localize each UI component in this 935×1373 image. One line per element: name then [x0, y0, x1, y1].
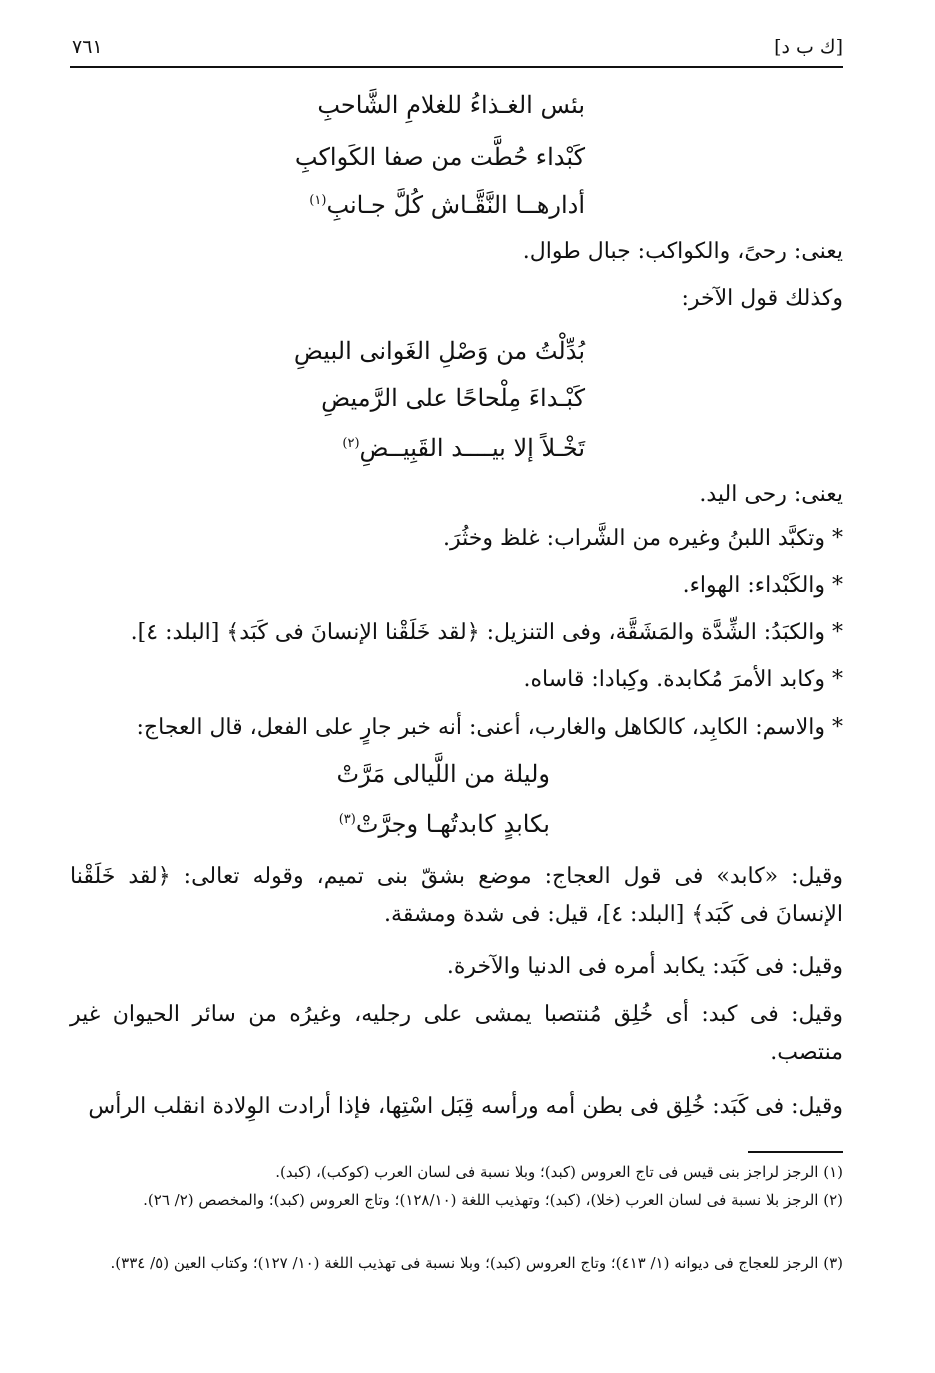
verse-line: كَبْداء حُطَّت من صفا الكَواكبِ	[294, 143, 585, 171]
footnote-ref: (٢)	[342, 436, 360, 451]
dictionary-entry: * والاسم: الكابِد، كالكاهل والغارب، أعنى: أنه خبر جارٍ على الفعل، قال العجاج:	[136, 715, 843, 740]
paragraph: وقيل: فى كبد: أى خُلِق مُنتصبا يمشى على رجليه، وغيرُه من سائر الحيوان غير منتصب.	[70, 1002, 843, 1065]
footnote-ref: (١)	[309, 193, 327, 208]
paragraph: يعنى: رحىً، والكواكب: جبال طوال.	[522, 239, 843, 264]
verse-line	[309, 182, 585, 224]
footnote: (١) الرجز لراجز بنى قيس فى تاج العروس (كبد)؛ وبلا نسبة فى لسان العرب (كوكب)، (كبد).	[275, 1163, 843, 1181]
verse-line: بئس الغـذاءُ للغلامِ الشَّاحبِ	[317, 91, 585, 119]
page-number: ٧٦١	[72, 36, 103, 58]
dictionary-entry: * وتكبَّد اللبنُ وغيره من الشَّراب: غلظ وخثُرَ.	[443, 526, 843, 551]
footnote: (٢) الرجز بلا نسبة فى لسان العرب (خلا)، (كبد)؛ وتهذيب اللغة (١٢٨/١٠)؛ وتاج العروس (كبد)؛ والمخصص (٢/ ٢٦).	[143, 1191, 843, 1209]
verse-line-text: أدارهــا النَّقَّـاش كُلَّ جـانبِ	[326, 191, 585, 219]
paragraph: يعنى: رحى اليد.	[699, 482, 843, 507]
header-divider	[70, 66, 843, 68]
root-tag: [ك ب د]	[774, 36, 843, 58]
paragraph: وقيل: فى كَبَد: خُلِق فى بطن أمه ورأسه قِبَل اسْتِها، فإذا أرادت الوِلادة انقلب الرأس	[88, 1094, 843, 1119]
footnote: (٣) الرجز للعجاج فى ديوانه (١/ ٤١٣)؛ وتاج العروس (كبد)؛ وبلا نسبة فى تهذيب اللغة (١٠/ ١٢٧)؛ وكتاب العين (٥/ ٣٣٤).	[110, 1254, 843, 1272]
verse-line: كَبْـداءَ مِلْحاحًا على الرَّميضِ	[321, 384, 585, 412]
verse-line-text: تَخْـلاً إلا بيــــد القَبِيــضِ	[359, 434, 585, 462]
verse-line	[342, 425, 585, 467]
verse-line	[339, 801, 550, 843]
dictionary-entry: * وكابد الأمرَ مُكابدة. وكِبادا: قاساه.	[523, 667, 843, 692]
dictionary-entry: * والكبَدُ: الشِّدَّة والمَشَقَّة، وفى التنزيل: ﴿لقد خَلَقْنا الإنسانَ فى كَبَد﴾ [البلد: ٤].	[130, 620, 843, 645]
dictionary-entry: * والكَبْداء: الهواء.	[682, 573, 843, 598]
verse-line: بُدِّلْتُ من وَصْلِ الغَوانى البيضِ	[293, 337, 585, 365]
paragraph: وقيل: «كابد» فى قول العجاج: موضع بشقّ بنى تميم، وقوله تعالى: ﴿لقد خَلَقْنا الإنسانَ فى كَبَد﴾ [البلد: ٤]، قيل: فى شدة ومشقة.	[70, 864, 843, 927]
footnote-ref: (٣)	[338, 812, 356, 827]
footnote-divider	[748, 1151, 843, 1153]
page-header	[70, 32, 843, 66]
verse-line-text: بكابدٍ كابدتُهـا وجرَّتْ	[355, 810, 550, 838]
paragraph: وكذلك قول الآخر:	[681, 286, 843, 311]
paragraph: وقيل: فى كَبَد: يكابد أمره فى الدنيا والآخرة.	[446, 954, 843, 979]
verse-line: وليلة من اللَّيالى مَرَّتْ	[336, 760, 550, 788]
